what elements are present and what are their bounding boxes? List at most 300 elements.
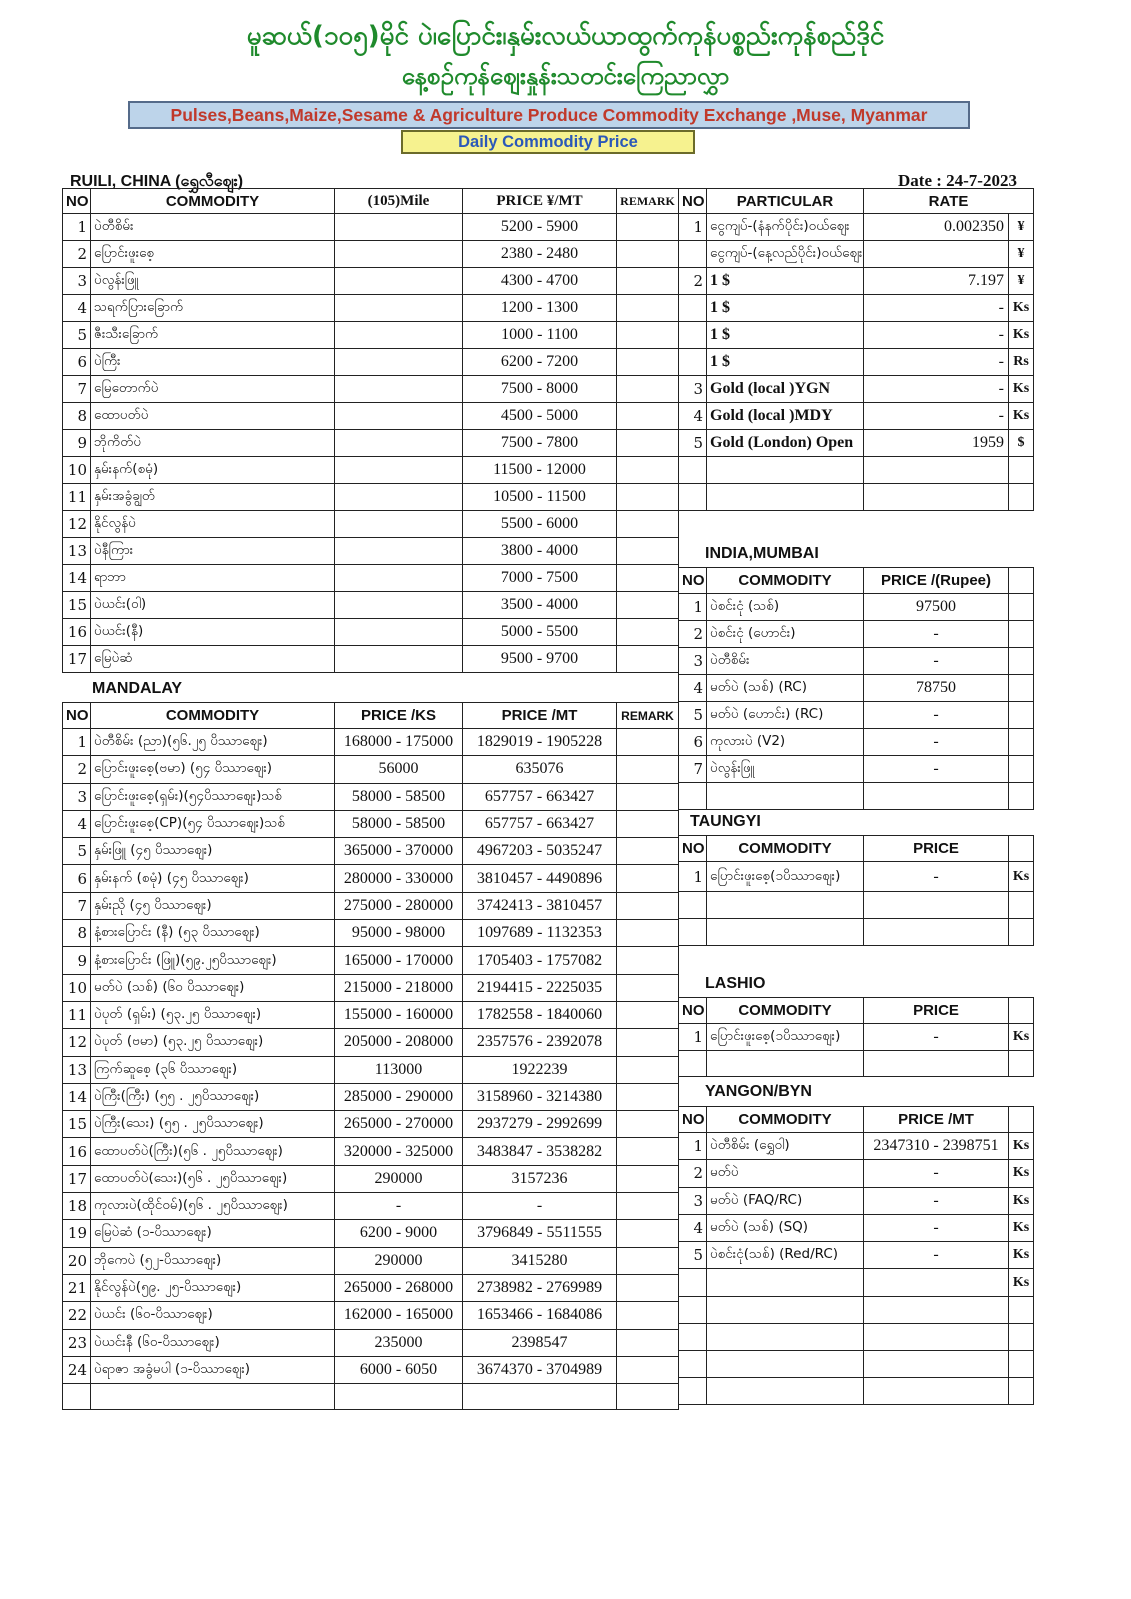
row-number: 1 (63, 729, 91, 756)
commodity-name: ပဲကြီး(သေး) (၅၅ . ၂၅ပိဿာဈေး) (91, 1111, 335, 1138)
commodity-name: ပြောင်းဖူးစေ့(CP)(၅၄ ပိဿာဈေး)သစ် (91, 810, 335, 837)
row-number (679, 349, 707, 376)
price-ks: 205000 - 208000 (335, 1029, 463, 1056)
commodity-name: ပဲလွန်းဖြူ (707, 756, 864, 783)
remark (617, 1220, 679, 1247)
table-row (679, 1051, 1034, 1077)
price-mt: 2347310 - 2398751 (864, 1133, 1009, 1160)
price-mt (864, 1269, 1009, 1296)
price: - (864, 862, 1009, 892)
price-rupee: - (864, 648, 1009, 675)
empty-cell (617, 1384, 679, 1410)
mandalay-section-title: MANDALAY (92, 680, 183, 697)
row-number: 21 (63, 1274, 91, 1301)
table-row (679, 1214, 1034, 1241)
row-number: 24 (63, 1356, 91, 1383)
price-ks: 265000 - 270000 (335, 1111, 463, 1138)
table-row (679, 1269, 1034, 1296)
row-number: 8 (63, 403, 91, 430)
row-number: 13 (63, 538, 91, 565)
commodity-name: ထောပတ်ပဲ(ကြီး)(၅၆ . ၂၅ပိဿာဈေး) (91, 1138, 335, 1165)
price-yuan: 11500 - 12000 (463, 457, 617, 484)
row-number: 3 (679, 1187, 707, 1214)
table-row (679, 892, 1034, 919)
price-mt: 1829019 - 1905228 (463, 729, 617, 756)
row-number: 6 (679, 729, 707, 756)
table-row (679, 268, 1034, 295)
remark (617, 783, 679, 810)
col-remark: REMARK (617, 189, 679, 214)
row-number: 10 (63, 457, 91, 484)
remark (617, 241, 679, 268)
row-number: 16 (63, 619, 91, 646)
commodity-name: မတ်ပဲ (FAQ/RC) (707, 1187, 864, 1214)
empty-cell (1009, 1323, 1034, 1350)
col-commodity: COMMODITY (707, 1107, 864, 1133)
remark (617, 729, 679, 756)
price-mt: 2357576 - 2392078 (463, 1029, 617, 1056)
price-yuan: 3800 - 4000 (463, 538, 617, 565)
rate-value: 1959 (864, 430, 1009, 457)
table-row (63, 974, 679, 1001)
mile-price (335, 241, 463, 268)
row-number: 20 (63, 1247, 91, 1274)
row-number: 7 (63, 376, 91, 403)
remark (617, 974, 679, 1001)
empty-cell (864, 783, 1009, 810)
unit-cell (1009, 594, 1034, 621)
remark (617, 268, 679, 295)
empty-cell (679, 1377, 707, 1404)
row-number: 18 (63, 1193, 91, 1220)
commodity-name: နှမ်းနက်(စမုံ) (91, 457, 335, 484)
row-number: 1 (679, 594, 707, 621)
row-number: 19 (63, 1220, 91, 1247)
table-row (679, 1242, 1034, 1269)
price-mt: 4967203 - 5035247 (463, 838, 617, 865)
empty-cell (707, 892, 864, 919)
row-number: 15 (63, 1111, 91, 1138)
table-row (63, 920, 679, 947)
empty-cell (679, 457, 707, 484)
table-row (679, 1323, 1034, 1350)
row-number: 2 (63, 241, 91, 268)
col-no: NO (679, 836, 707, 862)
remark (617, 592, 679, 619)
table-row (63, 322, 679, 349)
row-number: 5 (679, 702, 707, 729)
price-ks: 155000 - 160000 (335, 1001, 463, 1028)
row-number: 4 (63, 295, 91, 322)
price-mt: 3158960 - 3214380 (463, 1083, 617, 1110)
price-mt: - (864, 1187, 1009, 1214)
table-row (63, 457, 679, 484)
empty-cell (63, 1384, 91, 1410)
yangon-section-title: YANGON/BYN (705, 1083, 812, 1100)
empty-cell (707, 919, 864, 946)
row-number: 2 (679, 1160, 707, 1187)
row-number (679, 241, 707, 268)
row-number: 9 (63, 430, 91, 457)
commodity-name: နှမ်းနက် (စမုံ) (၄၅ ပိဿာဈေး) (91, 865, 335, 892)
particular: 1 $ (707, 349, 864, 376)
remark (617, 1056, 679, 1083)
remark (617, 838, 679, 865)
row-number: 5 (679, 1242, 707, 1269)
commodity-name: ကုလားပဲ (V2) (707, 729, 864, 756)
row-number: 12 (63, 1029, 91, 1056)
price-mt: 635076 (463, 756, 617, 783)
commodity-name: ပြောင်းဖူးစေ့(၁ပိဿာဈေး) (707, 862, 864, 892)
currency-unit: Ks (1009, 1160, 1034, 1187)
rate-value: - (864, 322, 1009, 349)
table-row (679, 756, 1034, 783)
table-row (679, 376, 1034, 403)
row-number: 2 (63, 756, 91, 783)
taungyi-section-title: TAUNGYI (690, 813, 761, 830)
row-number: 4 (679, 675, 707, 702)
mile-price (335, 565, 463, 592)
remark (617, 1165, 679, 1192)
table-row (63, 1302, 679, 1329)
empty-cell (679, 1051, 707, 1077)
col-remark: REMARK (617, 703, 679, 729)
remark (617, 430, 679, 457)
table-row (63, 1220, 679, 1247)
lashio-section-title: LASHIO (705, 975, 766, 992)
empty-cell (1009, 457, 1034, 484)
table-row (679, 862, 1034, 892)
commodity-name: မတ်ပဲ (707, 1160, 864, 1187)
empty-cell (679, 484, 707, 511)
row-number: 1 (679, 1024, 707, 1051)
mile-price (335, 619, 463, 646)
row-number: 1 (63, 214, 91, 241)
commodity-name: ပဲစင်းငုံ(သစ်) (Red/RC) (707, 1242, 864, 1269)
table-row (63, 1111, 679, 1138)
price: - (864, 1024, 1009, 1051)
empty-cell (679, 892, 707, 919)
col-particular: PARTICULAR (707, 189, 864, 214)
commodity-name: ပဲတီစိမ်း (91, 214, 335, 241)
empty-cell (1009, 1051, 1034, 1077)
table-row (679, 457, 1034, 484)
commodity-name: ထောပတ်ပဲ(သေး)(၅၆ . ၂၅ပိဿာဈေး) (91, 1165, 335, 1192)
empty-cell (864, 1296, 1009, 1323)
unit-cell (1009, 702, 1034, 729)
col-no: NO (63, 703, 91, 729)
empty-cell (1009, 783, 1034, 810)
remark (617, 1138, 679, 1165)
table-row (63, 729, 679, 756)
commodity-name: ပြောင်းဖူးစေ့(ဗမာ) (၅၄ ပိဿာဈေး) (91, 756, 335, 783)
commodity-name: ပဲတီစိမ်း (ညာ)(၅၆.၂၅ ပိဿာဈေး) (91, 729, 335, 756)
row-number: 14 (63, 1083, 91, 1110)
particular: Gold (local )YGN (707, 376, 864, 403)
row-number: 4 (679, 403, 707, 430)
mile-price (335, 484, 463, 511)
empty-cell (707, 1323, 864, 1350)
table-row (63, 295, 679, 322)
mile-price (335, 376, 463, 403)
particular: 1 $ (707, 322, 864, 349)
empty-cell (1009, 1296, 1034, 1323)
mile-price (335, 214, 463, 241)
table-row (63, 214, 679, 241)
exchange-rate-table (678, 188, 1034, 511)
empty-cell (707, 484, 864, 511)
price-yuan: 10500 - 11500 (463, 484, 617, 511)
currency-unit: ¥ (1009, 268, 1034, 295)
commodity-name: မြေပဲဆံ (91, 646, 335, 673)
table-row (63, 810, 679, 837)
lashio-price-table (678, 997, 1034, 1077)
empty-cell (463, 1384, 617, 1410)
particular: Gold (local )MDY (707, 403, 864, 430)
table-row (63, 1138, 679, 1165)
price-ks: 56000 (335, 756, 463, 783)
india-price-table (678, 567, 1034, 810)
table-row (679, 484, 1034, 511)
table-row (679, 675, 1034, 702)
row-number: 8 (63, 920, 91, 947)
table-row (63, 511, 679, 538)
remark (617, 403, 679, 430)
row-number: 5 (63, 838, 91, 865)
commodity-name (707, 1269, 864, 1296)
price-ks: 165000 - 170000 (335, 947, 463, 974)
empty-cell (864, 1051, 1009, 1077)
unit-cell (1009, 756, 1034, 783)
mile-price (335, 295, 463, 322)
commodity-name: နှမ်းညို (၄၅ ပိဿာဈေး) (91, 892, 335, 919)
empty-cell (864, 1323, 1009, 1350)
price-yuan: 7000 - 7500 (463, 565, 617, 592)
commodity-name: ဇီးသီးခြောက် (91, 322, 335, 349)
table-row (679, 1377, 1034, 1404)
table-row (63, 592, 679, 619)
table-row (679, 349, 1034, 376)
india-section-title: INDIA,MUMBAI (705, 545, 819, 562)
empty-cell (707, 783, 864, 810)
price-mt: 3810457 - 4490896 (463, 865, 617, 892)
price-ks: 290000 (335, 1165, 463, 1192)
col-no: NO (679, 1107, 707, 1133)
empty-cell (707, 1377, 864, 1404)
row-number: 3 (63, 783, 91, 810)
col-105-mile: (105)Mile (335, 189, 463, 214)
row-number: 14 (63, 565, 91, 592)
price-mt: - (864, 1214, 1009, 1241)
empty-cell (707, 1350, 864, 1377)
price-mt: 1653466 - 1684086 (463, 1302, 617, 1329)
particular: ငွေကျပ်-(နံနက်ပိုင်း)ဝယ်ဈေး (707, 214, 864, 241)
remark (617, 810, 679, 837)
remark (617, 565, 679, 592)
row-number: 17 (63, 1165, 91, 1192)
price-ks: 58000 - 58500 (335, 810, 463, 837)
rate-value: - (864, 349, 1009, 376)
table-row (679, 214, 1034, 241)
rate-value: 7.197 (864, 268, 1009, 295)
currency-unit: Ks (1009, 1024, 1034, 1051)
commodity-name: ပဲယင်းနီ (၆၀-ပိဿာဈေး) (91, 1329, 335, 1356)
price-yuan: 4500 - 5000 (463, 403, 617, 430)
price-ks: 6000 - 6050 (335, 1356, 463, 1383)
table-row (679, 621, 1034, 648)
table-row (679, 594, 1034, 621)
col-rate: RATE (864, 189, 1034, 214)
yangon-price-table (678, 1106, 1034, 1405)
currency-unit: ¥ (1009, 241, 1034, 268)
col-price-mt: PRICE /MT (864, 1107, 1009, 1133)
price-mt: - (463, 1193, 617, 1220)
col-price: PRICE (864, 998, 1009, 1024)
table-row (679, 919, 1034, 946)
commodity-name: ပဲတီစိမ်း (ရွှေဝါ) (707, 1133, 864, 1160)
empty-cell (1009, 1377, 1034, 1404)
row-number (679, 295, 707, 322)
empty-cell (679, 919, 707, 946)
table-row (63, 268, 679, 295)
row-number: 7 (63, 892, 91, 919)
price-mt: 3674370 - 3704989 (463, 1356, 617, 1383)
particular: 1 $ (707, 295, 864, 322)
row-number: 11 (63, 1001, 91, 1028)
table-row (679, 1024, 1034, 1051)
table-row (63, 1356, 679, 1383)
remark (617, 892, 679, 919)
commodity-name: သရက်ပြားခြောက် (91, 295, 335, 322)
row-number: 23 (63, 1329, 91, 1356)
row-number: 17 (63, 646, 91, 673)
commodity-name: ကုလားပဲ(ထိုင်ဝမ်)(၅၆ . ၂၅ပိဿာဈေး) (91, 1193, 335, 1220)
currency-unit: Ks (1009, 1269, 1034, 1296)
col-commodity: COMMODITY (707, 836, 864, 862)
empty-cell (91, 1384, 335, 1410)
price-ks: 290000 (335, 1247, 463, 1274)
table-row (63, 1083, 679, 1110)
row-number: 4 (679, 1214, 707, 1241)
table-row (679, 1296, 1034, 1323)
row-number: 5 (63, 322, 91, 349)
price-ks: 365000 - 370000 (335, 838, 463, 865)
row-number: 9 (63, 947, 91, 974)
particular: ငွေကျပ်-(နေ့လည်ပိုင်း)ဝယ်ဈေး (707, 241, 864, 268)
table-row (63, 430, 679, 457)
mile-price (335, 457, 463, 484)
remark (617, 538, 679, 565)
price-ks: 6200 - 9000 (335, 1220, 463, 1247)
commodity-name: ဘိုကေပဲ (၅၂-ပိဿာဈေး) (91, 1247, 335, 1274)
table-row (63, 646, 679, 673)
remark (617, 1111, 679, 1138)
commodity-name: နံ့စားပြောင်း (နီ) (၅၃ ပိဿာဈေး) (91, 920, 335, 947)
remark (617, 1247, 679, 1274)
commodity-name: ပဲယင်း(နီ) (91, 619, 335, 646)
row-number (679, 1269, 707, 1296)
commodity-name: မတ်ပဲ (ဟောင်း) (RC) (707, 702, 864, 729)
col-no: NO (679, 189, 707, 214)
currency-unit: Ks (1009, 1242, 1034, 1269)
price-mt: 657757 - 663427 (463, 810, 617, 837)
row-number: 3 (679, 376, 707, 403)
price-yuan: 2380 - 2480 (463, 241, 617, 268)
taungyi-price-table (678, 835, 1034, 946)
empty-cell (1009, 892, 1034, 919)
table-row (63, 1384, 679, 1410)
table-row (679, 322, 1034, 349)
table-row (63, 865, 679, 892)
table-row (63, 565, 679, 592)
price-ks: 235000 (335, 1329, 463, 1356)
price-ks: 113000 (335, 1056, 463, 1083)
table-row (679, 648, 1034, 675)
commodity-name: ရာဘာ (91, 565, 335, 592)
price-mt: 2194415 - 2225035 (463, 974, 617, 1001)
mile-price (335, 322, 463, 349)
commodity-name: ပဲရာဇာ အခွံမပါ (၁-ပိဿာဈေး) (91, 1356, 335, 1383)
price-rupee: - (864, 621, 1009, 648)
remark (617, 1356, 679, 1383)
col-no: NO (63, 189, 91, 214)
empty-cell (679, 1296, 707, 1323)
remark (617, 865, 679, 892)
price-yuan: 9500 - 9700 (463, 646, 617, 673)
row-number: 1 (679, 1133, 707, 1160)
commodity-name: ပဲပုတ် (ရှမ်း) (၅၃.၂၅ ပိဿာဈေး) (91, 1001, 335, 1028)
ruili-price-table (62, 188, 679, 673)
table-row (679, 783, 1034, 810)
col-commodity: COMMODITY (91, 189, 335, 214)
table-row (63, 1247, 679, 1274)
remark (617, 920, 679, 947)
commodity-name: ပဲနီကြား (91, 538, 335, 565)
price-mt: - (864, 1160, 1009, 1187)
mile-price (335, 646, 463, 673)
commodity-name: နိုင်လွန်ပဲ (91, 511, 335, 538)
table-row (63, 838, 679, 865)
unit-cell (1009, 648, 1034, 675)
empty-cell (864, 1377, 1009, 1404)
remark (617, 756, 679, 783)
row-number: 12 (63, 511, 91, 538)
price-mt: 3796849 - 5511555 (463, 1220, 617, 1247)
price-yuan: 3500 - 4000 (463, 592, 617, 619)
table-row (679, 295, 1034, 322)
row-number: 2 (679, 268, 707, 295)
currency-unit: Ks (1009, 376, 1034, 403)
table-row (63, 1329, 679, 1356)
row-number: 10 (63, 974, 91, 1001)
price-mt: 1922239 (463, 1056, 617, 1083)
empty-cell (864, 919, 1009, 946)
table-row (679, 729, 1034, 756)
commodity-name: နံ့စားပြောင်း (ဖြူ)(၅၉.၂၅ပိဿာဈေး) (91, 947, 335, 974)
unit-cell (1009, 729, 1034, 756)
commodity-name: ပဲယင်း (၆၀-ပိဿာဈေး) (91, 1302, 335, 1329)
empty-cell (1009, 919, 1034, 946)
table-row (63, 947, 679, 974)
empty-cell (707, 1296, 864, 1323)
mandalay-price-table (62, 702, 679, 1410)
empty-cell (679, 783, 707, 810)
currency-unit: Ks (1009, 403, 1034, 430)
table-row (63, 756, 679, 783)
mile-price (335, 349, 463, 376)
col-no: NO (679, 998, 707, 1024)
table-row (63, 349, 679, 376)
